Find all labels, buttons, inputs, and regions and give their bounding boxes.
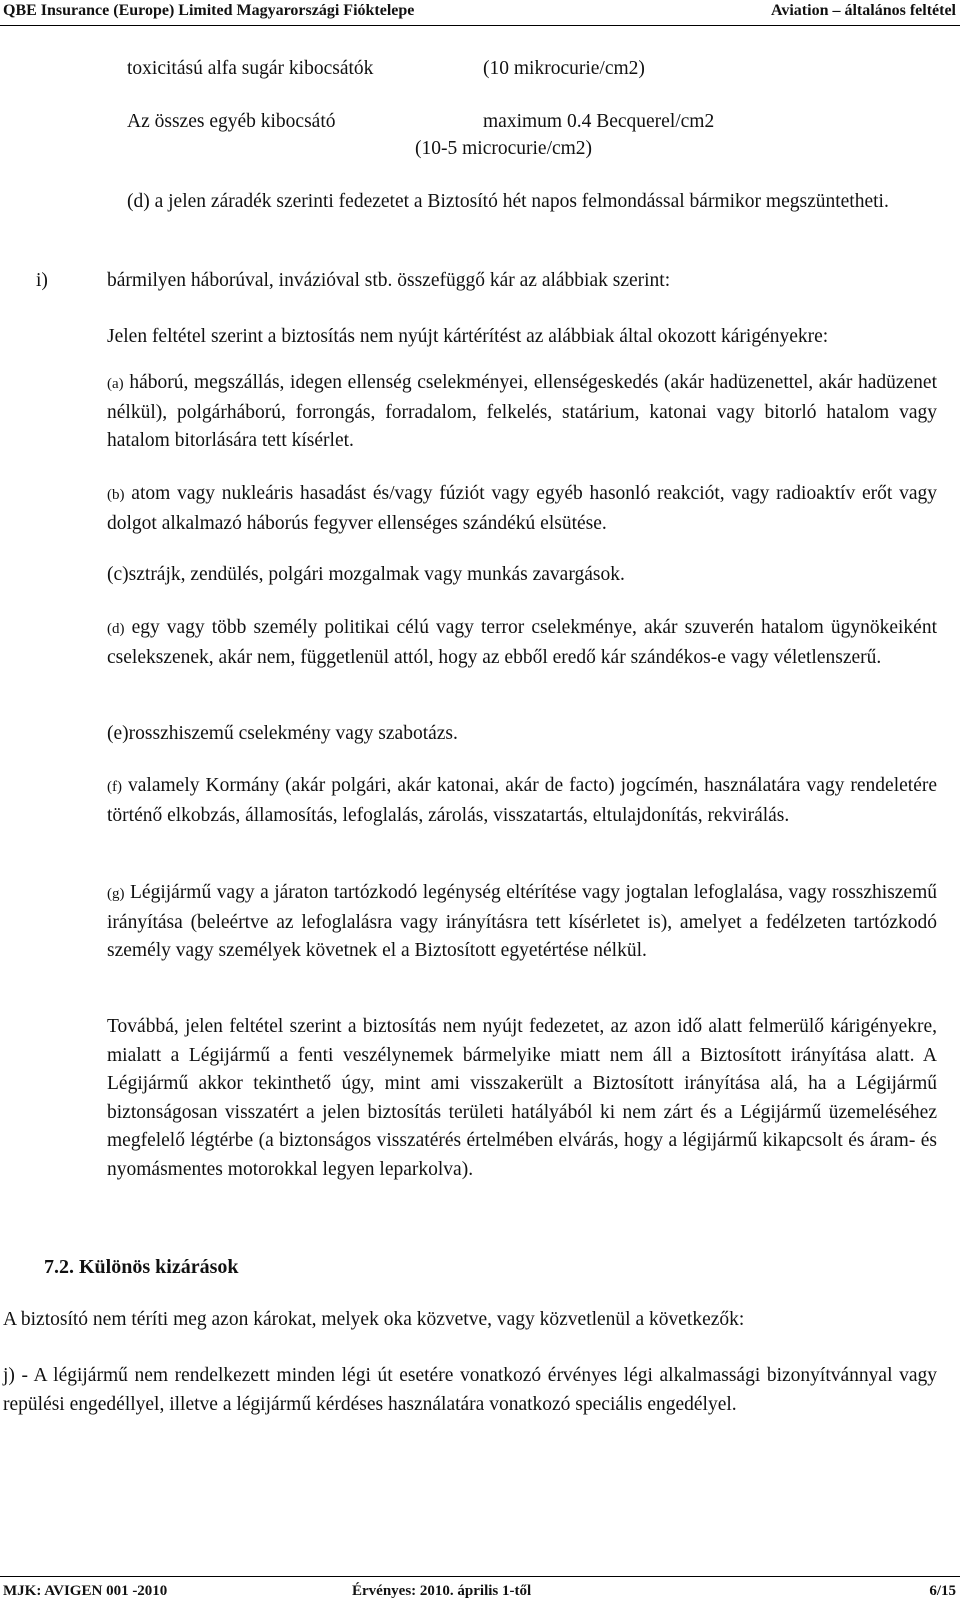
war-exclusion-intro: Jelen feltétel szerint a biztosítás nem nyújt kártérítést az alábbiak által okozott kárigényekre: [107, 326, 829, 347]
list-item-f [107, 772, 937, 830]
page-footer [0, 1576, 960, 1605]
clause-d-paragraph: (d) a jelen záradék szerinti fedezetet a Biztosító hét napos felmondással bármikor megszüntetheti. [127, 191, 889, 212]
list-item-e [107, 720, 937, 749]
emitter-row2-label: Az összes egyéb kibocsátó [127, 111, 336, 132]
item-i-label: i) [36, 270, 48, 291]
emitter-row1-label: toxicitású alfa sugár kibocsátók [127, 58, 374, 79]
footer-valid-date: Érvényes: 2010. április 1-től [352, 1583, 532, 1599]
item-j-paragraph: j) - A légijármű nem rendelkezett minden légi út esetére vonatkozó érvényes légi alkalmassági bizonyítvánnyal vagy repülési engedéllyel, illetve a légijármű kérdéses használatára vonatkozó speciális engedélyel. [3, 1365, 937, 1415]
header-company: QBE Insurance (Europe) Limited Magyarországi Fióktelepe [3, 2, 415, 19]
further-paragraph: Továbbá, jelen feltétel szerint a biztosítás nem nyújt fedezetet, az azon idő alatt felmerülő kárigényekre, mialatt a Légijármű a fenti veszélynemek bármelyike miatt nem áll a Biztosított irányítása alatt. A Légijármű akkor tekinthető úgy, mint ami visszakerült a Biztosított irányítása alá, ha a Légijármű biztonságosan visszatért a jelen biztosítás területi hatályából ki nem zárt és a Légijármű üzemeléséhez megfelelő légtérbe (a biztonságos visszatérés értelmében elvárás, hogy a légijármű kikapcsolt és áram- és nyomásmentes motorokkal legyen leparkolva). [107, 1016, 937, 1180]
list-item-b-label: (b) [107, 487, 125, 503]
emitter-row2-value: maximum 0.4 Becquerel/cm2 [483, 111, 715, 132]
item-i-text: bármilyen háborúval, invázióval stb. összefüggő kár az alábbiak szerint: [107, 270, 671, 291]
emitter-row1-value: (10 mikrocurie/cm2) [483, 58, 645, 79]
list-item-g-text: Légijármű vagy a járaton tartózkodó legénység eltérítése vagy jogtalan lefoglalása, vagy rosszhiszemű irányítása (beleértve az lefoglalásra vagy irányításra tett kísérletet is), amelyet a fedélzeten tartózkodó személy vagy személyek követnek el a Biztosított egyetértése nélkül. [107, 882, 938, 961]
page-header [0, 0, 960, 26]
list-item-a-text: háború, megszállás, idegen ellenség cselekményei, ellenségeskedés (akár hadüzenettel, akár hadüzenet nélkül), polgárháború, forrongás, forradalom, felkelés, statárium, katonai vagy bitorló hatalom vagy hatalom bitorlására tett kísérlet. [107, 372, 938, 451]
list-item-f-text: valamely Kormány (akár polgári, akár katonai, akár de facto) jogcímén, használatára vagy rendeletére történő elkobzás, államosítás, lefoglalás, zárolás, visszatartás, eltulajdonítás, rekvirálás. [107, 775, 937, 826]
list-item-g [107, 879, 937, 966]
list-item-a-label: (a) [107, 376, 124, 392]
footer-page-number: 6/15 [929, 1583, 956, 1599]
list-item-e-label: (e) [107, 723, 129, 744]
list-item-c-label: (c) [107, 564, 129, 585]
list-item-e-text: rosszhiszemű cselekmény vagy szabotázs. [128, 723, 458, 744]
list-item-b-text: atom vagy nukleáris hasadást és/vagy fúziót vagy egyéb hasonló reakciót, vagy radioaktív erőt vagy dolgot alkalmazó háborús fegyver ellenséges szándékú elsütése. [107, 483, 938, 534]
footer-document-code: MJK: AVIGEN 001 -2010 [3, 1583, 168, 1599]
section-intro: A biztosító nem téríti meg azon károkat, melyek oka közvetve, vagy közvetlenül a következők: [3, 1309, 745, 1330]
section-heading: 7.2. Különös kizárások [44, 1256, 239, 1278]
list-item-g-label: (g) [107, 886, 125, 902]
list-item-d [107, 614, 937, 672]
list-item-a [107, 369, 937, 456]
header-document-type: Aviation – általános feltétel [770, 2, 956, 19]
list-item-d-label: (d) [107, 621, 125, 637]
list-item-b [107, 480, 937, 538]
list-item-c-text: sztrájk, zendülés, polgári mozgalmak vagy munkás zavargások. [128, 564, 625, 585]
list-item-f-label: (f) [107, 779, 122, 795]
emitter-row3-value: (10-5 microcurie/cm2) [415, 138, 593, 159]
list-item-d-text: egy vagy több személy politikai célú vagy terror cselekménye, akár szuverén hatalom ügynökeiként cselekszenek, akár nem, függetlenül attól, hogy az ebből eredő kár szándékos-e vagy véletlenszerű. [107, 617, 937, 668]
list-item-c [107, 561, 937, 590]
